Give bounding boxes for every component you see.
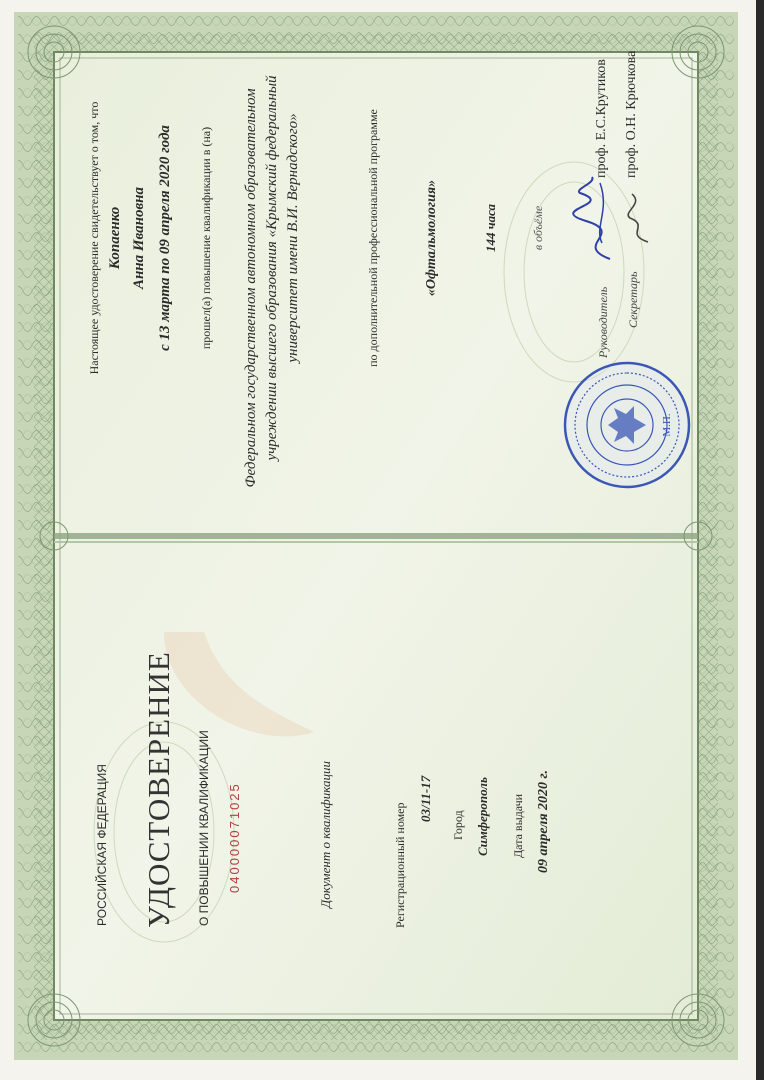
institution-line-3: университет имени В.И. Вернадского» xyxy=(285,113,301,363)
city-label: Город xyxy=(451,810,465,840)
scan-edge xyxy=(756,0,764,1080)
issue-date-label: Дата выдачи xyxy=(511,793,525,858)
head-name: проф. Е.С.Крутиков xyxy=(594,59,609,178)
secretary-signature xyxy=(620,188,654,248)
intro-text: Настоящее удостоверение свидетельствует о том, что xyxy=(87,101,101,375)
reg-number-label: Регистрационный номер xyxy=(393,802,407,928)
certificate-title: УДОСТОВЕРЕНИЕ xyxy=(141,651,176,928)
institution-line-1: Федеральном государственном автономном образовательном xyxy=(243,88,259,488)
seal-mark: М.П. xyxy=(661,413,673,437)
training-period: с 13 марта по 09 апреля 2020 года xyxy=(157,125,173,351)
secretary-name: проф. О.Н. Крючкова xyxy=(624,50,639,178)
institution-line-2: учреждении высшего образования «Крымский федеральный xyxy=(264,75,280,461)
head-label: Руководитель xyxy=(596,286,610,358)
program-name: «Офтальмология» xyxy=(424,179,439,297)
training-hours: 144 часа xyxy=(483,203,498,253)
reg-number: 03/11-17 xyxy=(418,775,433,822)
certificate-subtitle: О ПОВЫШЕНИИ КВАЛИФИКАЦИИ xyxy=(197,730,211,926)
passed-training-text: прошел(а) повышение квалификации в (на) xyxy=(199,126,213,350)
official-seal xyxy=(562,360,692,490)
issue-date: 09 апреля 2020 г. xyxy=(536,769,551,873)
document-type-label: Документ о квалификации xyxy=(318,761,333,908)
certificate-number: 040000071025 xyxy=(227,782,242,893)
city-value: Симферополь xyxy=(475,777,490,856)
country-label: РОССИЙСКАЯ ФЕДЕРАЦИЯ xyxy=(95,764,109,926)
holder-surname: Копаенко xyxy=(107,206,123,270)
holder-given-names: Анна Ивановна xyxy=(131,186,147,290)
volume-label: в объёме xyxy=(531,205,545,251)
secretary-label: Секретарь xyxy=(626,271,640,328)
program-label: по дополнительной профессиональной программе xyxy=(366,109,380,367)
